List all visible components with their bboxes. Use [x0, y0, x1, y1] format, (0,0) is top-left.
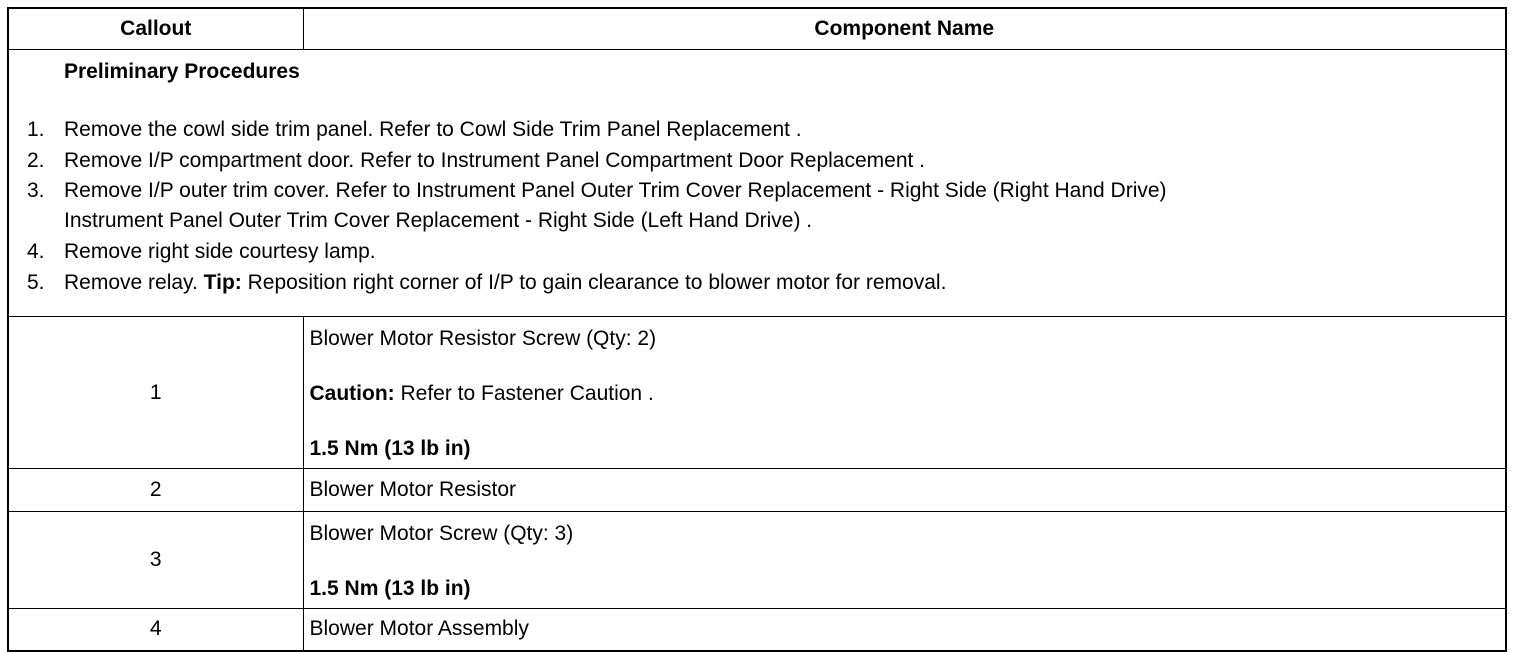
table-row [8, 512, 1506, 609]
callout-cell: 4 [8, 609, 303, 651]
step-text: Remove right side courtesy lamp. [64, 240, 376, 263]
caution-text: Refer to Fastener Caution . [394, 382, 654, 405]
tip-text: Reposition right corner of I/P to gain clearance to blower motor for removal. [241, 271, 947, 294]
step-number: 2. [27, 149, 45, 172]
preliminary-row [8, 50, 1506, 317]
step-item [9, 145, 1505, 176]
step-text-line-2: Instrument Panel Outer Trim Cover Replacement - Right Side (Left Hand Drive) . [64, 209, 813, 232]
table-row [8, 469, 1506, 512]
step-number: 3. [27, 179, 45, 202]
preliminary-cell [8, 50, 1506, 317]
step-number: 1. [27, 118, 45, 141]
caution-line [310, 382, 1506, 406]
step-number: 4. [27, 240, 45, 263]
callout-cell: 3 [8, 512, 303, 609]
component-name: Blower Motor Screw (Qty: 3) [309, 522, 574, 545]
table-row [8, 317, 1506, 469]
step-item [9, 236, 1505, 267]
header-component-name: Component Name [303, 8, 1506, 50]
step-text: Remove I/P compartment door. Refer to Instrument Panel Compartment Door Replacement . [64, 149, 925, 172]
callout-cell: 2 [8, 469, 303, 512]
component-name: Blower Motor Assembly [303, 609, 1506, 651]
table-row [8, 609, 1506, 651]
step-item [9, 267, 1505, 298]
step-text: Remove relay. [64, 271, 204, 294]
table-header-row [8, 8, 1506, 50]
caution-label: Caution: [309, 382, 395, 405]
header-callout: Callout [8, 8, 303, 50]
component-cell [303, 512, 1506, 609]
torque-spec: 1.5 Nm (13 lb in) [309, 577, 471, 600]
step-item [9, 114, 1505, 145]
tip-label: Tip: [203, 271, 242, 294]
component-name: Blower Motor Resistor [303, 469, 1506, 512]
component-table [7, 7, 1507, 652]
callout-cell: 1 [8, 317, 303, 469]
step-text-line-1: Remove I/P outer trim cover. Refer to Instrument Panel Outer Trim Cover Replacement - Right Side (Right Hand Drive) [64, 179, 1167, 202]
preliminary-steps [9, 114, 1505, 298]
step-item [9, 176, 1505, 236]
step-number: 5. [27, 271, 45, 294]
torque-spec: 1.5 Nm (13 lb in) [309, 437, 471, 460]
component-cell [303, 317, 1506, 469]
component-name: Blower Motor Resistor Screw (Qty: 2) [309, 327, 657, 350]
preliminary-title: Preliminary Procedures [64, 60, 300, 83]
step-text: Remove the cowl side trim panel. Refer to Cowl Side Trim Panel Replacement . [64, 118, 802, 141]
